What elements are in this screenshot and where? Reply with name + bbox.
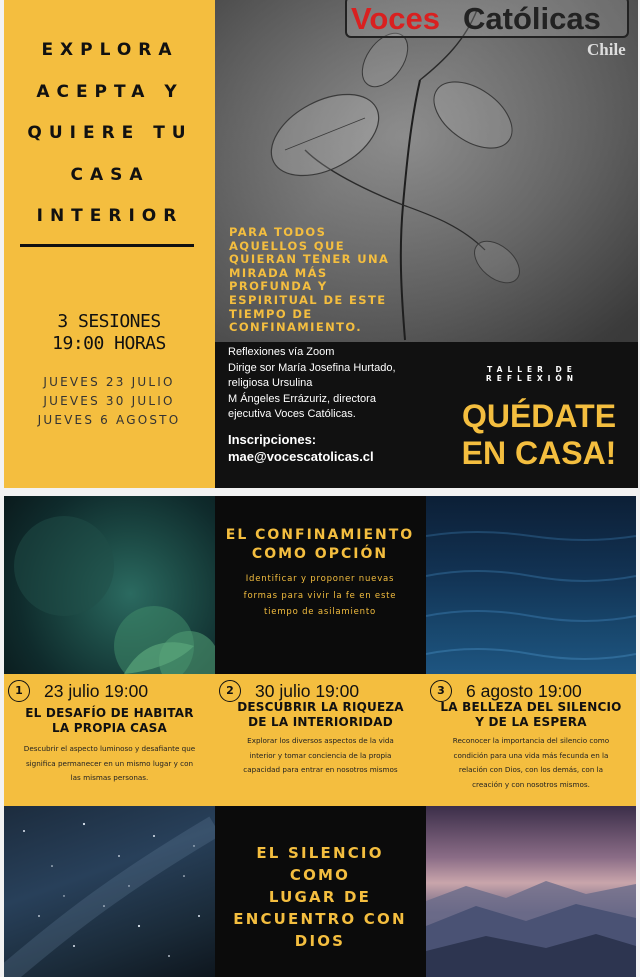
silencio-heading bbox=[230, 842, 410, 952]
session-desc-line: capacidad para entrar en nosotros mismos bbox=[243, 765, 398, 774]
ocean-waves bbox=[426, 496, 636, 674]
date-item: JUEVES 23 JULIO bbox=[43, 375, 175, 389]
info-line: M Ángeles Errázuriz, directora bbox=[228, 392, 376, 405]
title-line: EXPLORA bbox=[41, 40, 179, 60]
session-card bbox=[215, 674, 426, 806]
session-desc-line: significa permanecer en un mismo lugar y con bbox=[25, 758, 194, 768]
session-desc-line: las mismas personas. bbox=[70, 773, 149, 782]
logo-voces-text: Voces bbox=[351, 1, 441, 36]
subtitle-line: Identificar y proponer nuevas bbox=[245, 574, 395, 584]
heading-line: EL SILENCIO COMO bbox=[256, 844, 384, 884]
session-header bbox=[215, 678, 426, 700]
voces-catolicas-logo bbox=[343, 0, 638, 59]
sessions-band bbox=[4, 674, 636, 806]
heading-line: LUGAR DE bbox=[268, 888, 372, 906]
heading-line: EL CONFINAMIENTO bbox=[225, 527, 415, 543]
logo-country: Chile bbox=[587, 40, 626, 59]
confinamiento-heading bbox=[222, 526, 418, 564]
session-number-badge: 1 bbox=[8, 680, 30, 702]
session-card bbox=[4, 674, 215, 806]
heading-line: COMO OPCIÓN bbox=[251, 546, 389, 562]
quedate-line: EN CASA! bbox=[461, 435, 617, 471]
title-line: ACEPTA Y bbox=[36, 81, 184, 102]
mountains-illustration bbox=[426, 806, 636, 977]
heading-line: DIOS bbox=[294, 932, 346, 950]
session-date: 30 julio 19:00 bbox=[255, 681, 360, 701]
email-link[interactable]: mae@vocescatolicas.cl bbox=[228, 448, 374, 464]
session-description bbox=[426, 734, 636, 792]
title-divider bbox=[20, 244, 194, 247]
session-desc-line: Reconocer la importancia del silencio como bbox=[452, 736, 610, 745]
info-line: ejecutiva Voces Católicas. bbox=[228, 408, 356, 421]
session-desc-line: creación y con nosotros mismos. bbox=[472, 779, 590, 789]
session-dates bbox=[14, 373, 204, 430]
session-desc-line: condición para una vida más fecunda en la bbox=[453, 750, 609, 760]
session-title-line: DE LA INTERIORIDAD bbox=[248, 715, 393, 729]
top-flyer bbox=[4, 0, 638, 488]
sessions-count: 3 SESIONES bbox=[57, 311, 161, 332]
inscripciones-block bbox=[228, 431, 413, 465]
session-number-badge: 2 bbox=[219, 680, 241, 702]
title-line: CASA bbox=[70, 164, 150, 185]
session-title-line: DESCUBRIR LA RIQUEZA bbox=[237, 700, 404, 714]
session-header bbox=[426, 678, 636, 700]
session-desc-line: Explorar los diversos aspectos de la vida bbox=[247, 736, 394, 745]
quedate-heading bbox=[444, 398, 634, 472]
inscripciones-label: Inscripciones: bbox=[228, 431, 317, 447]
stars-illustration bbox=[4, 806, 215, 977]
taller-line: TALLER DE bbox=[487, 365, 577, 374]
session-number-badge: 3 bbox=[430, 680, 452, 702]
taller-label bbox=[467, 366, 597, 383]
session-title-line: LA PROPIA CASA bbox=[52, 721, 167, 735]
session-description bbox=[4, 742, 215, 786]
event-info bbox=[228, 345, 413, 465]
sessions-time: 19:00 HORAS bbox=[52, 333, 166, 354]
session-card bbox=[426, 674, 636, 806]
session-header bbox=[4, 678, 215, 700]
session-title bbox=[4, 706, 215, 736]
session-title bbox=[426, 700, 636, 730]
tagline: PARA TODOS AQUELLOS QUE QUIERAN TENER UNA MIRADA MÁS PROFUNDA Y ESPIRITUAL DE ESTE TIEMPO DE CONFINAMIENTO. bbox=[229, 225, 390, 335]
info-line: Dirige sor María Josefina Hurtado, bbox=[228, 361, 396, 374]
heading-line: ENCUENTRO CON bbox=[233, 910, 407, 928]
bottom-flyer bbox=[4, 496, 636, 977]
mountains-photo bbox=[426, 806, 636, 977]
title-line: INTERIOR bbox=[36, 206, 184, 226]
session-desc-line: interior y tomar conciencia de la propia bbox=[249, 750, 392, 760]
logo-catolicas-text: Católicas bbox=[463, 1, 601, 36]
starry-sky-photo bbox=[4, 806, 215, 977]
session-title-line: EL DESAFÍO DE HABITAR bbox=[25, 706, 194, 720]
info-line: religiosa Ursulina bbox=[228, 377, 313, 390]
subtitle-line: tiempo de asilamiento bbox=[264, 607, 376, 617]
hero-photo bbox=[215, 0, 638, 342]
subtitle-line: formas para vivir la fe en este bbox=[243, 590, 397, 601]
info-line: Reflexiones vía Zoom bbox=[228, 346, 335, 358]
session-date: 23 julio 19:00 bbox=[44, 681, 149, 701]
ocean-photo bbox=[426, 496, 636, 674]
yellow-column bbox=[4, 0, 215, 488]
date-item: JUEVES 6 AGOSTO bbox=[37, 413, 181, 427]
session-title-line: LA BELLEZA DEL SILENCIO bbox=[440, 700, 622, 714]
taller-line: REFLEXIÓN bbox=[485, 373, 579, 383]
session-desc-line: relación con Dios, con los demás, con la bbox=[458, 765, 604, 774]
main-title bbox=[18, 38, 202, 246]
session-title bbox=[215, 700, 426, 730]
session-description bbox=[215, 734, 426, 778]
sessions-summary bbox=[14, 311, 204, 355]
session-desc-line: Descubrir el aspecto luminoso y desafiante que bbox=[23, 744, 196, 753]
title-line: QUIERE TU bbox=[27, 123, 193, 143]
confinamiento-subtitle bbox=[236, 571, 404, 621]
leaves-photo bbox=[4, 496, 215, 674]
leaves-illustration bbox=[4, 496, 215, 674]
session-date: 6 agosto 19:00 bbox=[466, 681, 582, 701]
session-title-line: Y DE LA ESPERA bbox=[475, 715, 587, 729]
quedate-line: QUÉDATE bbox=[461, 398, 617, 434]
date-item: JUEVES 30 JULIO bbox=[43, 394, 175, 408]
